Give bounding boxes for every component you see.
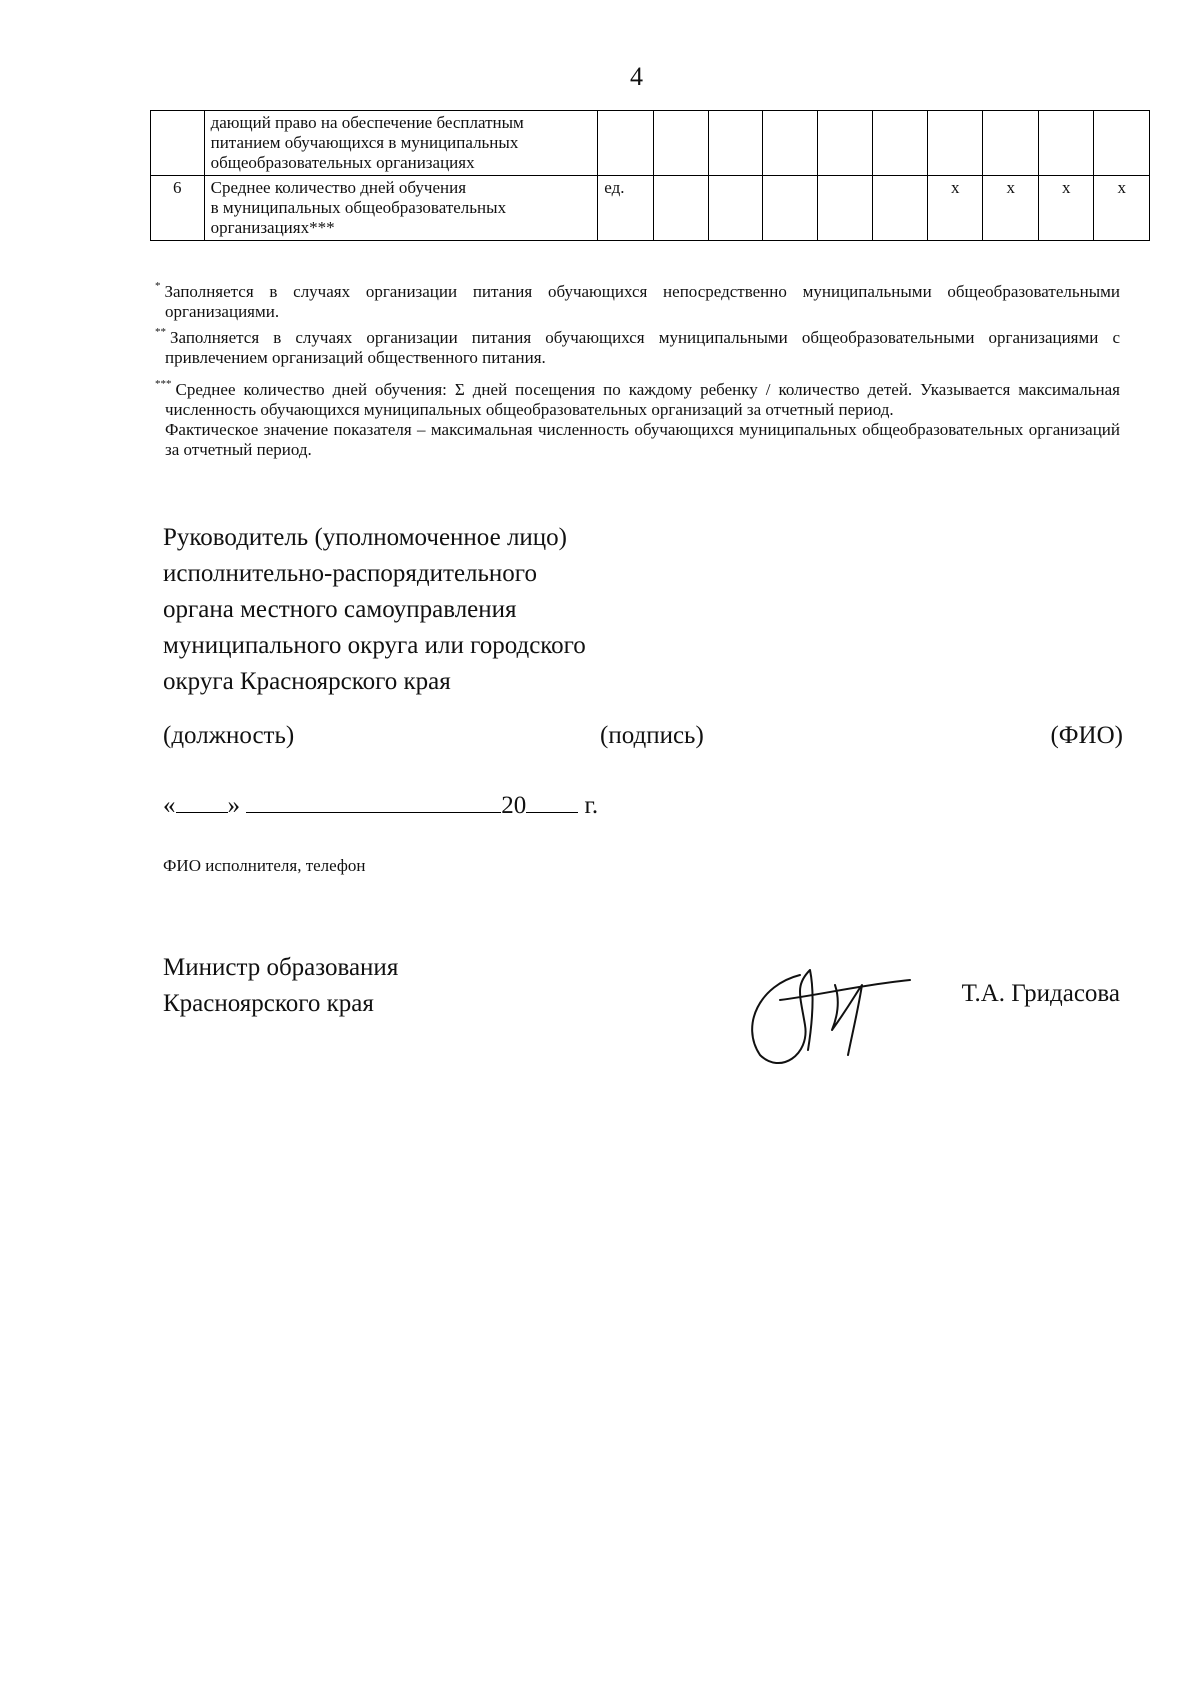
row-description-line: питанием обучающихся в муниципальных <box>210 133 519 152</box>
row-description-line: общеобразовательных организациях <box>210 153 475 172</box>
row-value <box>983 111 1038 176</box>
year-blank <box>526 788 578 813</box>
minister-name: Т.А. Гридасова <box>961 980 1120 1007</box>
year-prefix: 20 <box>501 792 527 819</box>
head-title-line: органа местного самоуправления <box>163 596 517 623</box>
row-unit: ед. <box>598 176 653 241</box>
row-value <box>818 176 873 241</box>
minister-title-line: Красноярского края <box>163 990 374 1017</box>
head-title-block <box>163 520 586 700</box>
footnote <box>155 280 1120 322</box>
footnote-text: Среднее количество дней обучения: Σ дней посещения по каждому ребенку / количество детей. Указывается максимальная численность обучающихся муниципальных общеобразовательных организаций за отчетный период. <box>165 380 1120 419</box>
row-value <box>763 176 818 241</box>
footnote-mark: *** <box>155 378 172 390</box>
day-blank <box>176 788 228 813</box>
row-description <box>204 111 598 176</box>
row-value: x <box>928 176 983 241</box>
table-row <box>151 111 1150 176</box>
date-close-quote: » <box>227 792 240 819</box>
row-value <box>708 111 763 176</box>
month-blank <box>246 788 501 813</box>
row-number <box>151 111 205 176</box>
row-description-line: дающий право на обеспечение бесплатным <box>210 113 524 132</box>
row-value <box>653 111 708 176</box>
date-open-quote: « <box>163 792 176 819</box>
footnote <box>155 326 1120 368</box>
row-number: 6 <box>151 176 205 241</box>
row-description <box>204 176 598 241</box>
row-value <box>928 111 983 176</box>
footnote-text: Заполняется в случаях организации питания обучающихся муниципальными общеобразовательными организациями с привлечением организаций общественного питания. <box>165 328 1120 367</box>
footnote-mark: * <box>155 280 161 292</box>
row-value <box>653 176 708 241</box>
row-value <box>763 111 818 176</box>
row-value <box>1094 111 1150 176</box>
row-value: x <box>1038 176 1093 241</box>
footnote: Фактическое значение показателя – максимальная численность обучающихся муниципальных общеобразовательных организаций за отчетный период. <box>165 420 1120 459</box>
row-value: x <box>1094 176 1150 241</box>
table-row <box>151 176 1150 241</box>
position-label: (должность) <box>163 722 295 749</box>
signature-row <box>163 722 1123 756</box>
footnotes <box>155 280 1120 460</box>
head-title-line: округа Красноярского края <box>163 668 451 695</box>
head-title-line: муниципального округа или городского <box>163 632 586 659</box>
indicators-table <box>150 110 1150 241</box>
row-description-line: в муниципальных общеобразовательных <box>210 198 507 217</box>
page-number: 4 <box>630 62 643 91</box>
row-value <box>1038 111 1093 176</box>
row-value: x <box>983 176 1038 241</box>
head-title-line: Руководитель (уполномоченное лицо) <box>163 524 568 551</box>
row-value <box>818 111 873 176</box>
footnote-mark: ** <box>155 326 166 338</box>
signature-label: (подпись) <box>600 722 704 749</box>
footnote-text: Заполняется в случаях организации питания обучающихся непосредственно муниципальными общеобразовательными организациями. <box>164 282 1120 321</box>
row-description-line: организациях*** <box>210 218 335 237</box>
row-value <box>873 176 928 241</box>
row-unit <box>598 111 653 176</box>
row-value <box>873 111 928 176</box>
handwritten-signature <box>740 955 920 1075</box>
footnote <box>155 378 1120 420</box>
fio-label: (ФИО) <box>1050 722 1123 749</box>
date-row <box>163 788 598 822</box>
minister-title-line: Министр образования <box>163 954 399 981</box>
row-description-line: Среднее количество дней обучения <box>210 178 467 197</box>
executor-label: ФИО исполнителя, телефон <box>163 856 366 875</box>
head-title-line: исполнительно-распорядительного <box>163 560 537 587</box>
row-value <box>708 176 763 241</box>
year-suffix: г. <box>584 792 599 819</box>
minister-title <box>163 950 398 1022</box>
